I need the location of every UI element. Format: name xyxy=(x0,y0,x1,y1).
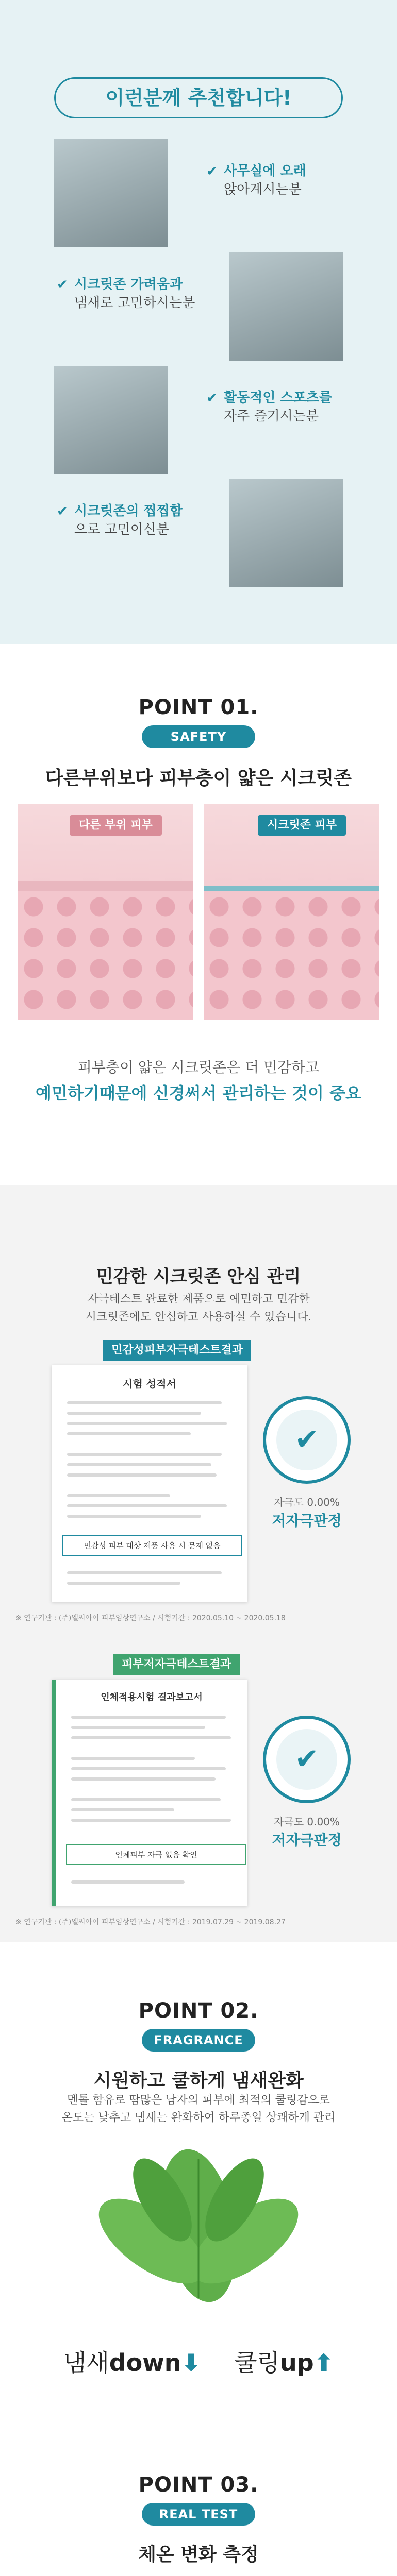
safety-test-section xyxy=(0,1185,397,1942)
report2-header: 피부저자극테스트결과 xyxy=(113,1654,240,1675)
report2-note: ※ 연구기관 : (주)엘씨아이 피부임상연구소 / 시험기간 : 2019.07.29 ~ 2019.08.27 xyxy=(15,1918,286,1926)
discomfort-photo xyxy=(229,479,343,587)
mint-leaf-image xyxy=(85,2143,312,2313)
report2-result-title: 저자극판정 xyxy=(272,1832,342,1849)
office-photo xyxy=(54,139,168,247)
temp-title: 체온 변화 측정 xyxy=(138,2544,259,2565)
point1-section xyxy=(0,644,397,1185)
report1-document xyxy=(52,1365,247,1602)
check-icon: ✔ xyxy=(206,391,218,406)
point-number: POINT 03. xyxy=(138,2473,259,2497)
report1-result-title: 저자극판정 xyxy=(272,1512,342,1529)
report1-doc-title: 시험 성적서 xyxy=(123,1378,176,1390)
report2-highlight: 인체피부 자극 없음 확인 xyxy=(66,1844,246,1865)
report1-result-badge: 자극도 0.00% xyxy=(274,1496,340,1509)
report1-highlight: 민감성 피부 대상 제품 사용 시 문제 없음 xyxy=(62,1535,242,1556)
point-tag: REAL TEST xyxy=(142,2503,255,2526)
running-photo xyxy=(54,366,168,474)
point2-desc2: 온도는 낮추고 냄새는 완화하여 하루종일 상쾌하게 관리 xyxy=(61,2111,336,2124)
point2-desc1: 멘톨 함유로 땀많은 남자의 피부에 최적의 쿨링감으로 xyxy=(67,2094,330,2107)
shield-check-icon: ✔ xyxy=(276,1410,337,1470)
report2-doc-title: 인체적용시험 결과보고서 xyxy=(101,1692,203,1703)
report1-badge xyxy=(263,1396,351,1484)
smell-down-cooling-up: 냄새down⬇ 쿨링up⬆ xyxy=(63,2349,334,2377)
report2-badge xyxy=(263,1716,351,1803)
check-icon: ✔ xyxy=(57,277,68,293)
check-icon: ✔ xyxy=(57,504,68,519)
point-number: POINT 02. xyxy=(138,1999,259,2023)
report1-header: 민감성피부자극테스트결과 xyxy=(103,1340,251,1361)
point2-headline: 시원하고 쿨하게 냄새완화 xyxy=(93,2070,304,2091)
report1-note: ※ 연구기관 : (주)엘씨아이 피부임상연구소 / 시험기간 : 2020.05.10 ~ 2020.05.18 xyxy=(15,1614,286,1622)
point-number: POINT 01. xyxy=(138,696,259,719)
point1-headline: 다른부위보다 피부층이 얇은 시크릿존 xyxy=(45,768,352,789)
point-tag: FRAGRANCE xyxy=(142,2029,255,2052)
recommend-item-1: 사무실에 오래 앉아계시는분 xyxy=(224,163,306,197)
shield-check-icon: ✔ xyxy=(276,1729,337,1790)
report2-document xyxy=(52,1680,247,1906)
point-tag: SAFETY xyxy=(142,725,255,748)
point1-desc-line1: 피부층이 얇은 시크릿존은 더 민감하고 xyxy=(77,1059,320,1076)
point1-desc-line2: 예민하기때문에 신경써서 관리하는 것이 중요 xyxy=(36,1083,361,1103)
other-skin-illustration xyxy=(18,804,193,1020)
point2-section xyxy=(0,1942,397,2432)
arrow-down-icon: ⬇ xyxy=(181,2349,202,2377)
recommend-item-2: 시크릿존 가려움과 냄새로 고민하시는분 xyxy=(74,277,195,311)
point3-section xyxy=(0,2432,397,2576)
secret-skin-illustration xyxy=(204,804,379,1020)
arrow-up-icon: ⬆ xyxy=(313,2349,334,2377)
secret-skin-label: 시크릿존 피부 xyxy=(258,815,346,836)
report2-result-badge: 자극도 0.00% xyxy=(274,1816,340,1828)
safety-desc2: 시크릿존에도 안심하고 사용하실 수 있습니다. xyxy=(85,1311,312,1324)
recommend-item-3: 활동적인 스포츠를 자주 즐기시는분 xyxy=(224,390,332,424)
itch-photo xyxy=(229,252,343,361)
check-icon: ✔ xyxy=(206,164,218,179)
recommend-title: 이런분께 추천합니다! xyxy=(54,77,343,118)
recommend-item-4: 시크릿존의 찝찝함 으로 고민이신분 xyxy=(74,503,183,537)
other-skin-label: 다른 부위 피부 xyxy=(70,815,162,836)
safety-title: 민감한 시크릿존 안심 관리 xyxy=(96,1266,301,1287)
recommend-section xyxy=(0,0,397,644)
safety-desc1: 자극테스트 완료한 제품으로 예민하고 민감한 xyxy=(87,1293,310,1306)
